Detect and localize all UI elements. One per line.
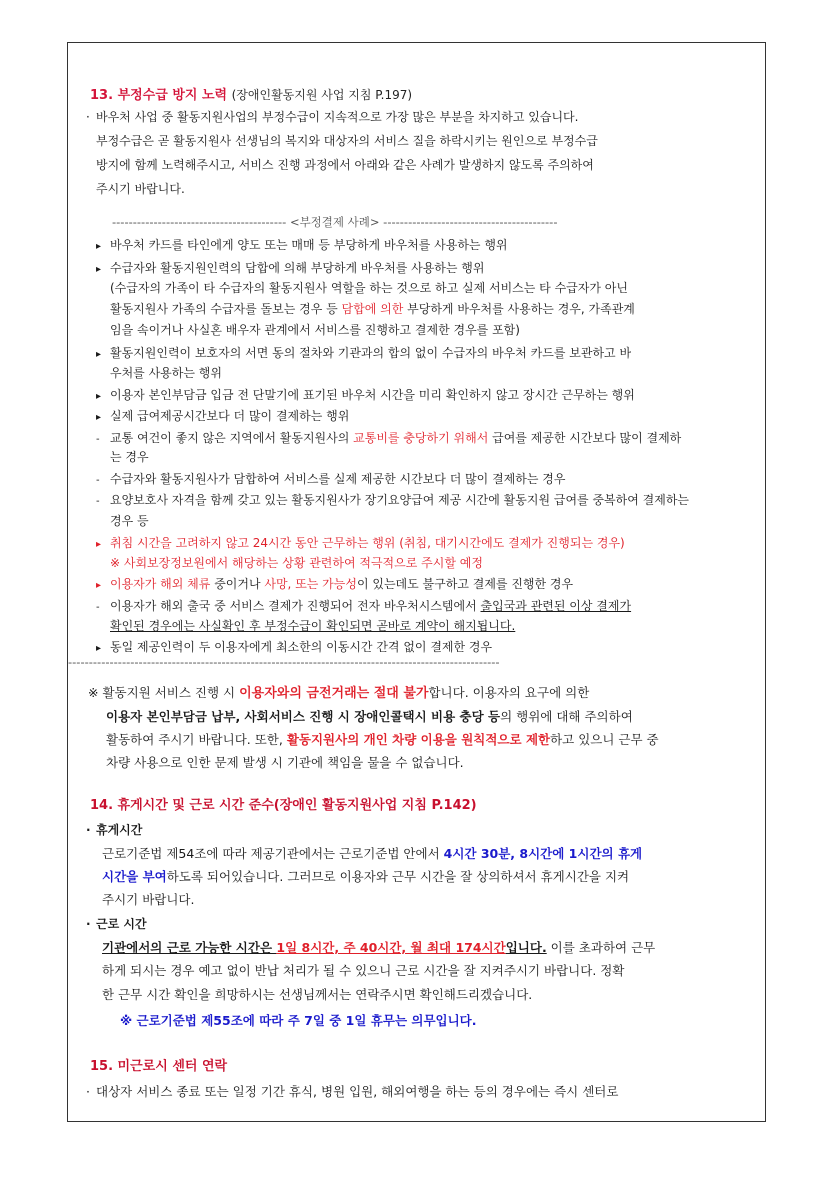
section-reference: (장애인활동지원 사업 지침 P.197) [231,88,413,102]
case-item: ▸ 수급자와 활동지원인력의 담합에 의해 부당하게 바우처를 사용하는 행위 [96,259,484,279]
bullet-icon: · [86,823,91,837]
paragraph-line: 부정수급은 곧 활동지원사 선생님의 복지와 대상자의 서비스 질을 하락시키는 원인으로 부정수급 [96,134,598,148]
triangle-bullet-icon: ▸ [96,391,102,402]
case-item: - 수급자와 활동지원사가 담합하여 서비스를 실제 제공한 시간보다 더 많이 결제하는 경우 [96,470,565,490]
note-line: 활동하여 주시기 바랍니다. 또한, 활동지원사의 개인 차량 이용을 원칙적으로 제한하고 있으니 근무 중 [106,732,659,747]
triangle-bullet-icon: ▸ [96,412,102,423]
case-item: ▸ 이용자가 해외 체류 중이거나 사망, 또는 가능성이 있는데도 불구하고 결제를 진행한 경우 [96,575,573,595]
case-item-detail: 확인된 경우에는 사실확인 후 부정수급이 확인되면 곧바로 계약이 해지됩니다. [110,619,516,633]
paragraph-line: · 대상자 서비스 종료 또는 일정 기간 휴식, 병원 입원, 해외여행을 하는 등의 경우에는 즉시 센터로 [86,1084,619,1099]
bullet-icon: · [86,917,91,931]
case-item-detail: 우처를 사용하는 행위 [110,366,222,380]
case-item: - 요양보호사 자격을 함께 갖고 있는 활동지원사가 장기요양급여 제공 시간에 활동지원 급여를 중복하여 결제하는 [96,491,689,511]
triangle-bullet-icon: ▸ [96,539,102,550]
case-item-detail: 경우 등 [110,514,149,528]
case-divider: ------------------------------------------ <부정결제 사례> ------------------------------------------ [112,215,558,229]
case-item-detail: 임을 속이거나 사실혼 배우자 관계에서 서비스를 진행하고 결제한 경우를 포함) [110,323,520,337]
paragraph-line: 방지에 함께 노력해주시고, 서비스 진행 과정에서 아래와 같은 사례가 발생하지 않도록 주의하여 [96,158,594,172]
paragraph-line: 하게 되시는 경우 예고 없이 반납 처리가 될 수 있으니 근로 시간을 잘 지켜주시기 바랍니다. 정확 [102,963,625,978]
paragraph-line: 한 근무 시간 확인을 희망하시는 선생님께서는 연락주시면 확인해드리겠습니다. [102,987,533,1002]
paragraph-line: 기관에서의 근로 가능한 시간은 1일 8시간, 주 40시간, 월 최대 174시간입니다. 이를 초과하여 근무 [102,940,656,955]
bullet-icon: · [86,1084,90,1099]
note-line: 차량 사용으로 인한 문제 발생 시 기관에 책임을 물을 수 없습니다. [106,755,464,770]
section-14-heading: 14. 휴게시간 및 근로 시간 준수(장애인 활동지원사업 지침 P.142) [90,798,477,813]
triangle-bullet-icon: ▸ [96,643,102,654]
section-15-heading: 15. 미근로시 센터 연락 [90,1059,228,1074]
case-item: - 교통 여건이 좋지 않은 지역에서 활동지원사의 교통비를 충당하기 위해서 급여를 제공한 시간보다 많이 결제하 [96,429,681,449]
note-line: 이용자 본인부담금 납부, 사회서비스 진행 시 장애인콜택시 비용 충당 등의 행위에 대해 주의하여 [106,709,633,724]
triangle-bullet-icon: ▸ [96,241,102,252]
case-bottom-rule: -------------------------------------------------------------------------------------------------------- [68,655,500,669]
paragraph-line: · 바우처 사업 중 활동지원사업의 부정수급이 지속적으로 가장 많은 부분을 차지하고 있습니다. [86,110,579,124]
law-note: ※ 근로기준법 제55조에 따라 주 7일 중 1일 휴무는 의무입니다. [120,1013,477,1028]
section-title: 부정수급 방지 노력 [117,88,228,103]
case-item: ▸ 바우처 카드를 타인에게 양도 또는 매매 등 부당하게 바우처를 사용하는 행위 [96,236,508,256]
case-item-note: ※ 사회보장정보원에서 해당하는 상황 관련하여 적극적으로 주시할 예정 [110,556,483,570]
dash-bullet-icon: - [96,602,100,613]
case-item-detail: 는 경우 [110,450,149,464]
case-item: ▸ 취침 시간을 고려하지 않고 24시간 동안 근무하는 행위 (취침, 대기시간에도 결제가 진행되는 경우) [96,534,625,554]
bullet-icon: · [86,110,90,124]
section-number: 13. [90,88,114,103]
triangle-bullet-icon: ▸ [96,349,102,360]
note-line: ※ 활동지원 서비스 진행 시 이용자와의 금전거래는 절대 불가합니다. 이용자의 요구에 의한 [88,685,590,701]
dash-bullet-icon: - [96,496,100,507]
triangle-bullet-icon: ▸ [96,580,102,591]
paragraph-line: 주시기 바랍니다. [96,182,185,196]
case-item: ▸ 실제 급여제공시간보다 더 많이 결제하는 행위 [96,407,349,427]
case-item: ▸ 이용자 본인부담금 입금 전 단말기에 표기된 바우처 시간을 미리 확인하지 않고 장시간 근무하는 행위 [96,386,635,406]
paragraph-line: 근로기준법 제54조에 따라 제공기관에서는 근로기준법 안에서 4시간 30분, 8시간에 1시간의 휴게 [102,846,643,861]
case-item: ▸ 동일 제공인력이 두 이용자에게 최소한의 이동시간 간격 없이 결제한 경우 [96,638,492,658]
case-item: - 이용자가 해외 출국 중 서비스 결제가 진행되어 전자 바우처시스템에서 출입국과 관련된 이상 결제가 [96,597,631,617]
case-item-detail: (수급자의 가족이 타 수급자의 활동지원사 역할을 하는 것으로 하고 실제 서비스는 타 수급자가 아닌 [110,281,628,295]
dash-bullet-icon: - [96,434,100,445]
section-13-heading [90,86,412,105]
subheading: · 휴게시간 [86,823,143,837]
dash-bullet-icon: - [96,475,100,486]
case-item: ▸ 활동지원인력이 보호자의 서면 동의 절차와 기관과의 합의 없이 수급자의 바우처 카드를 보관하고 바 [96,344,631,364]
case-item-detail: 활동지원사 가족의 수급자를 돌보는 경우 등 담합에 의한 부당하게 바우처를 사용하는 경우, 가족관계 [110,302,635,316]
paragraph-line: 주시기 바랍니다. [102,892,195,907]
triangle-bullet-icon: ▸ [96,264,102,275]
paragraph-line: 시간을 부여하도록 되어있습니다. 그러므로 이용자와 근무 시간을 잘 상의하셔서 휴게시간을 지켜 [102,869,630,884]
subheading: · 근로 시간 [86,917,147,931]
